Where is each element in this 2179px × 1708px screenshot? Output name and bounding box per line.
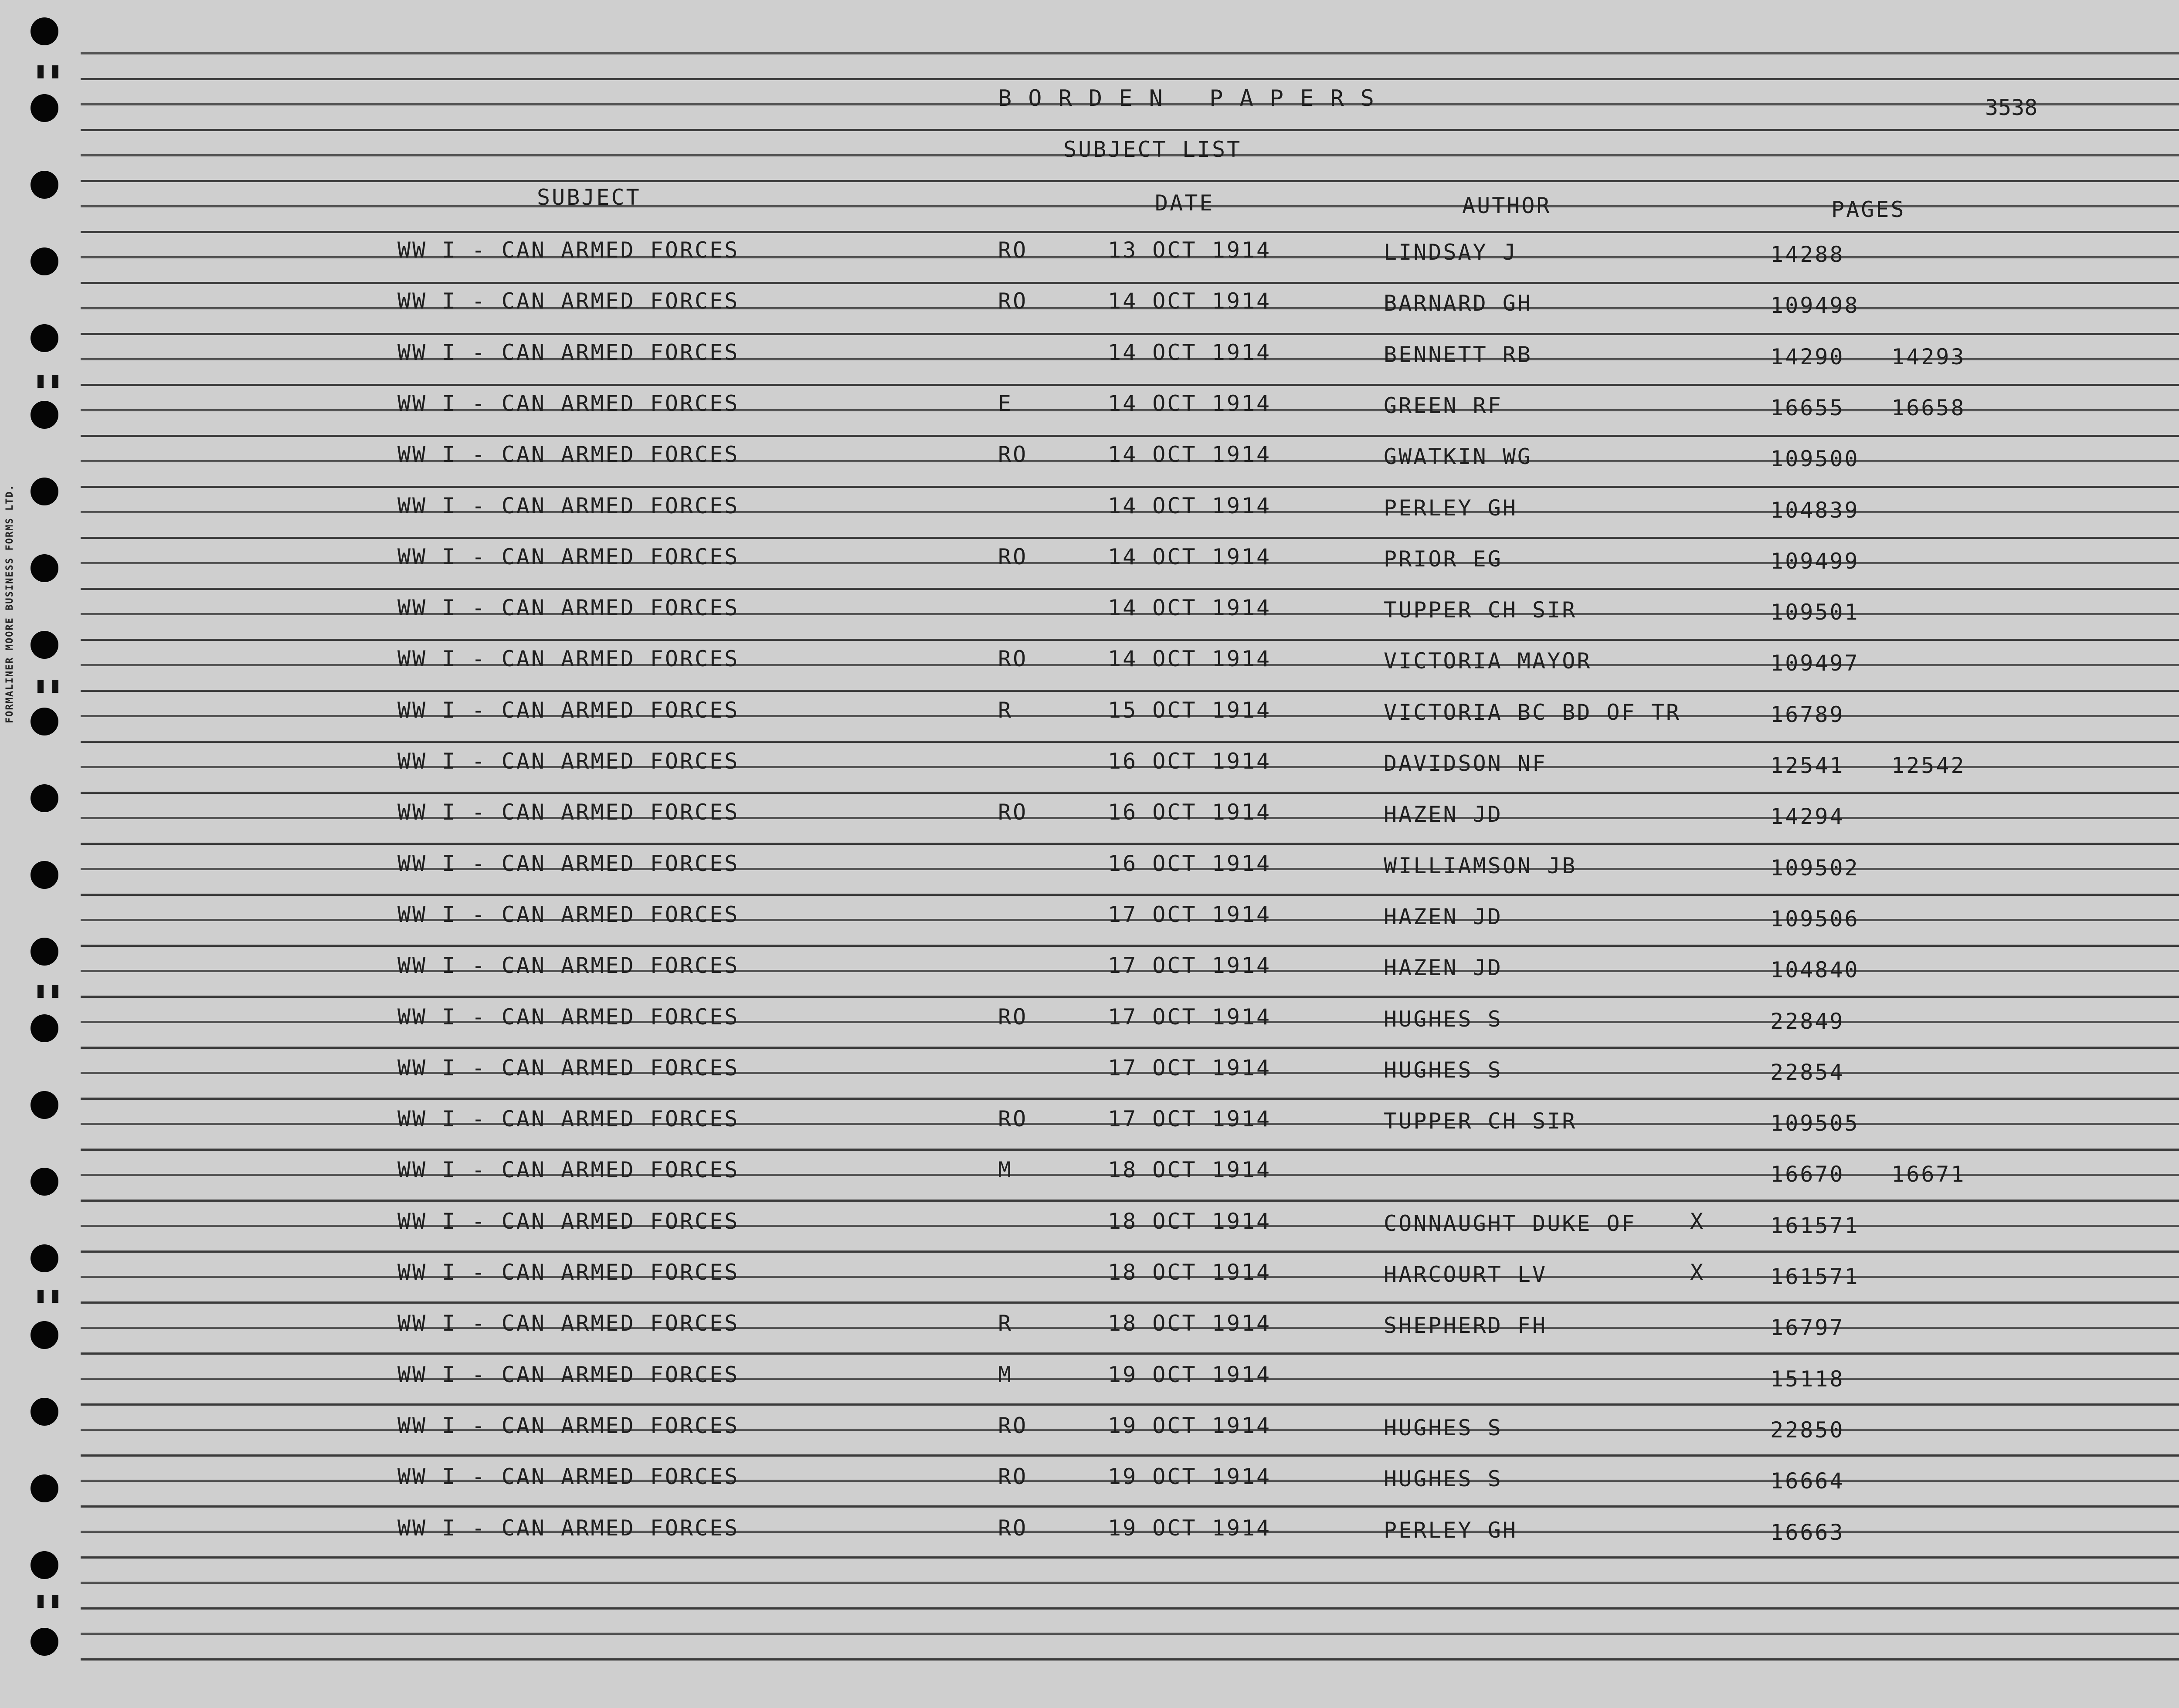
cell-page1: 22854 (1770, 1059, 1845, 1085)
cell-date: 17 OCT 1914 (1108, 1055, 1272, 1081)
cell-page1: 104840 (1770, 957, 1860, 983)
cell-page2: 16671 (1891, 1162, 1966, 1187)
cell-date: 17 OCT 1914 (1108, 901, 1272, 927)
cell-author: BARNARD GH (1384, 291, 1533, 316)
cell-author: PRIOR EG (1384, 546, 1503, 572)
cell-subject: WW I - CAN ARMED FORCES (397, 1260, 740, 1285)
perforation-mark (52, 680, 58, 693)
ruled-line (81, 1200, 2179, 1202)
cell-date: 14 OCT 1914 (1108, 288, 1272, 314)
cell-mark: X (1690, 1260, 1705, 1285)
cell-page2: 14293 (1891, 344, 1966, 369)
feed-hole (31, 708, 58, 735)
ruled-line (81, 231, 2179, 233)
perforation-mark (52, 65, 58, 78)
feed-hole (31, 94, 58, 122)
cell-page1: 109500 (1770, 446, 1860, 472)
cell-author: HAZEN JD (1384, 802, 1503, 827)
cell-page1: 22850 (1770, 1417, 1845, 1443)
cell-author: DAVIDSON NF (1384, 751, 1548, 776)
feed-hole (31, 631, 58, 659)
cell-author: CONNAUGHT DUKE OF (1384, 1210, 1636, 1236)
cell-author: HARCOURT LV (1384, 1262, 1548, 1287)
cell-author: WILLIAMSON JB (1384, 853, 1577, 878)
cell-page1: 16789 (1770, 702, 1845, 727)
cell-date: 18 OCT 1914 (1108, 1311, 1272, 1336)
ruled-line (81, 1149, 2179, 1151)
cell-subject: WW I - CAN ARMED FORCES (397, 1004, 740, 1030)
feed-hole (31, 861, 58, 889)
feed-hole (31, 1014, 58, 1042)
ruled-line (81, 1250, 2179, 1253)
cell-date: 18 OCT 1914 (1108, 1260, 1272, 1285)
cell-author: GREEN RF (1384, 393, 1503, 418)
cell-code: E (998, 390, 1013, 416)
cell-author: HUGHES S (1384, 1057, 1503, 1083)
perforation-mark (37, 375, 44, 388)
cell-mark: X (1690, 1208, 1705, 1234)
cell-code: RO (998, 288, 1028, 314)
feed-hole (31, 1168, 58, 1196)
cell-author: LINDSAY J (1384, 240, 1517, 265)
cell-page1: 109498 (1770, 293, 1860, 319)
feed-hole (31, 1474, 58, 1502)
cell-subject: WW I - CAN ARMED FORCES (397, 1055, 740, 1081)
cell-subject: WW I - CAN ARMED FORCES (397, 1515, 740, 1541)
feed-hole (31, 938, 58, 966)
feed-hole (31, 1551, 58, 1579)
perforation-mark (37, 985, 44, 998)
cell-date: 17 OCT 1914 (1108, 953, 1272, 979)
cell-code: RO (998, 544, 1028, 569)
cell-date: 16 OCT 1914 (1108, 800, 1272, 825)
ruled-line (81, 1505, 2179, 1508)
document-title: BORDEN PAPERS (998, 85, 1391, 112)
feed-hole (31, 1321, 58, 1349)
cell-author: VICTORIA BC BD OF TR (1384, 699, 1681, 725)
cell-author: GWATKIN WG (1384, 444, 1533, 470)
cell-subject: WW I - CAN ARMED FORCES (397, 339, 740, 365)
cell-date: 19 OCT 1914 (1108, 1362, 1272, 1387)
cell-subject: WW I - CAN ARMED FORCES (397, 953, 740, 979)
cell-subject: WW I - CAN ARMED FORCES (397, 1157, 740, 1183)
ruled-line (81, 792, 2179, 794)
header-date: DATE (1155, 190, 1215, 216)
ruled-line (81, 129, 2179, 131)
feed-hole (31, 171, 58, 199)
cell-subject: WW I - CAN ARMED FORCES (397, 1413, 740, 1438)
ruled-line (81, 1582, 2179, 1584)
perforation-mark (37, 1290, 44, 1303)
cell-author: PERLEY GH (1384, 1517, 1517, 1543)
feed-hole (31, 554, 58, 582)
cell-page1: 109497 (1770, 651, 1860, 676)
feed-hole (31, 1628, 58, 1656)
cell-subject: WW I - CAN ARMED FORCES (397, 1208, 740, 1234)
ruled-line (81, 843, 2179, 845)
ruled-line (81, 690, 2179, 692)
perforation-mark (52, 1595, 58, 1608)
cell-code: RO (998, 442, 1028, 468)
feed-hole (31, 784, 58, 812)
perforation-mark (37, 65, 44, 78)
perforation-mark (52, 985, 58, 998)
page-number: 3538 (1985, 95, 2038, 120)
cell-date: 14 OCT 1914 (1108, 390, 1272, 416)
feed-hole (31, 247, 58, 275)
ruled-line (81, 1352, 2179, 1355)
ruled-line (81, 1454, 2179, 1457)
cell-code: R (998, 697, 1013, 723)
cell-author: HUGHES S (1384, 1466, 1503, 1492)
ruled-line (81, 435, 2179, 437)
cell-page1: 109506 (1770, 906, 1860, 932)
header-subject: SUBJECT (537, 185, 641, 210)
cell-page1: 109501 (1770, 600, 1860, 625)
ruled-line (81, 384, 2179, 386)
perforation-mark (37, 1595, 44, 1608)
ruled-line (81, 333, 2179, 335)
cell-author: HAZEN JD (1384, 904, 1503, 929)
cell-code: RO (998, 1515, 1028, 1541)
cell-author: TUPPER CH SIR (1384, 597, 1577, 623)
cell-subject: WW I - CAN ARMED FORCES (397, 901, 740, 927)
cell-page1: 104839 (1770, 497, 1860, 523)
cell-page1: 16670 (1770, 1162, 1845, 1187)
ruled-line (81, 1556, 2179, 1559)
cell-date: 16 OCT 1914 (1108, 749, 1272, 774)
ruled-line (81, 1098, 2179, 1100)
ruled-line (81, 1658, 2179, 1661)
ruled-line (81, 1403, 2179, 1406)
ruled-line (81, 1047, 2179, 1049)
cell-author: VICTORIA MAYOR (1384, 648, 1592, 674)
cell-subject: WW I - CAN ARMED FORCES (397, 1311, 740, 1336)
cell-author: HAZEN JD (1384, 955, 1503, 981)
feed-hole (31, 324, 58, 352)
cell-date: 14 OCT 1914 (1108, 544, 1272, 569)
cell-code: R (998, 1311, 1013, 1336)
cell-subject: WW I - CAN ARMED FORCES (397, 442, 740, 468)
cell-code: RO (998, 800, 1028, 825)
ruled-line (81, 1633, 2179, 1635)
cell-author: SHEPHERD FH (1384, 1313, 1548, 1339)
cell-page1: 109502 (1770, 855, 1860, 881)
cell-subject: WW I - CAN ARMED FORCES (397, 749, 740, 774)
cell-code: RO (998, 1004, 1028, 1030)
cell-subject: WW I - CAN ARMED FORCES (397, 1362, 740, 1387)
cell-page1: 12541 (1770, 753, 1845, 778)
feed-hole (31, 401, 58, 429)
cell-date: 14 OCT 1914 (1108, 442, 1272, 468)
feed-hole (31, 478, 58, 505)
cell-subject: WW I - CAN ARMED FORCES (397, 390, 740, 416)
ruled-line (81, 741, 2179, 743)
cell-page1: 16655 (1770, 395, 1845, 420)
ruled-line (81, 894, 2179, 896)
cell-page1: 161571 (1770, 1264, 1860, 1289)
ruled-line (81, 282, 2179, 284)
cell-code: RO (998, 237, 1028, 263)
ruled-line (81, 1301, 2179, 1304)
cell-date: 14 OCT 1914 (1108, 339, 1272, 365)
cell-page1: 16664 (1770, 1468, 1845, 1494)
cell-page1: 109499 (1770, 548, 1860, 574)
header-pages: PAGES (1831, 197, 1906, 222)
feed-hole (31, 1398, 58, 1426)
form-imprint: FORMALINER MOORE BUSINESS FORMS LTD. (4, 484, 15, 723)
cell-date: 17 OCT 1914 (1108, 1004, 1272, 1030)
header-author: AUTHOR (1462, 193, 1551, 218)
cell-code: M (998, 1362, 1013, 1387)
cell-code: RO (998, 1106, 1028, 1132)
cell-subject: WW I - CAN ARMED FORCES (397, 595, 740, 621)
cell-page1: 161571 (1770, 1213, 1860, 1238)
cell-date: 13 OCT 1914 (1108, 237, 1272, 263)
cell-page1: 16663 (1770, 1519, 1845, 1545)
cell-subject: WW I - CAN ARMED FORCES (397, 237, 740, 263)
cell-page2: 16658 (1891, 395, 1966, 420)
cell-subject: WW I - CAN ARMED FORCES (397, 493, 740, 518)
cell-author: BENNETT RB (1384, 342, 1533, 367)
cell-subject: WW I - CAN ARMED FORCES (397, 1106, 740, 1132)
ruled-line (81, 996, 2179, 998)
cell-date: 18 OCT 1914 (1108, 1208, 1272, 1234)
cell-author: TUPPER CH SIR (1384, 1108, 1577, 1134)
cell-subject: WW I - CAN ARMED FORCES (397, 800, 740, 825)
ruled-line (81, 486, 2179, 488)
cell-page1: 22849 (1770, 1008, 1845, 1034)
cell-page1: 14288 (1770, 242, 1845, 267)
ruled-line (81, 945, 2179, 947)
cell-subject: WW I - CAN ARMED FORCES (397, 1464, 740, 1490)
ruled-line (81, 52, 2179, 54)
document-subtitle: SUBJECT LIST (1063, 137, 1242, 162)
cell-code: RO (998, 1413, 1028, 1438)
cell-page1: 14294 (1770, 804, 1845, 830)
cell-subject: WW I - CAN ARMED FORCES (397, 544, 740, 569)
cell-subject: WW I - CAN ARMED FORCES (397, 288, 740, 314)
cell-author: HUGHES S (1384, 1006, 1503, 1032)
cell-author: PERLEY GH (1384, 495, 1517, 521)
cell-date: 14 OCT 1914 (1108, 595, 1272, 621)
ruled-line (81, 639, 2179, 641)
feed-hole (31, 1091, 58, 1119)
cell-date: 15 OCT 1914 (1108, 697, 1272, 723)
ruled-line (81, 537, 2179, 539)
cell-date: 18 OCT 1914 (1108, 1157, 1272, 1183)
cell-date: 14 OCT 1914 (1108, 646, 1272, 672)
cell-page1: 15118 (1770, 1366, 1845, 1392)
cell-page1: 16797 (1770, 1315, 1845, 1341)
cell-date: 16 OCT 1914 (1108, 851, 1272, 876)
cell-subject: WW I - CAN ARMED FORCES (397, 697, 740, 723)
cell-date: 19 OCT 1914 (1108, 1413, 1272, 1438)
cell-code: M (998, 1157, 1013, 1183)
cell-page2: 12542 (1891, 753, 1966, 778)
cell-code: RO (998, 1464, 1028, 1490)
cell-date: 19 OCT 1914 (1108, 1515, 1272, 1541)
cell-code: RO (998, 646, 1028, 672)
ruled-line (81, 180, 2179, 182)
ruled-line (81, 588, 2179, 590)
ruled-line (81, 78, 2179, 80)
cell-date: 14 OCT 1914 (1108, 493, 1272, 518)
feed-hole (31, 1244, 58, 1272)
feed-hole (31, 17, 58, 45)
cell-subject: WW I - CAN ARMED FORCES (397, 851, 740, 876)
cell-date: 17 OCT 1914 (1108, 1106, 1272, 1132)
cell-subject: WW I - CAN ARMED FORCES (397, 646, 740, 672)
cell-author: HUGHES S (1384, 1415, 1503, 1440)
cell-page1: 109505 (1770, 1111, 1860, 1136)
ruled-line (81, 1607, 2179, 1610)
perforation-mark (52, 1290, 58, 1303)
cell-page1: 14290 (1770, 344, 1845, 369)
cell-date: 19 OCT 1914 (1108, 1464, 1272, 1490)
perforation-mark (52, 375, 58, 388)
perforation-mark (37, 680, 44, 693)
